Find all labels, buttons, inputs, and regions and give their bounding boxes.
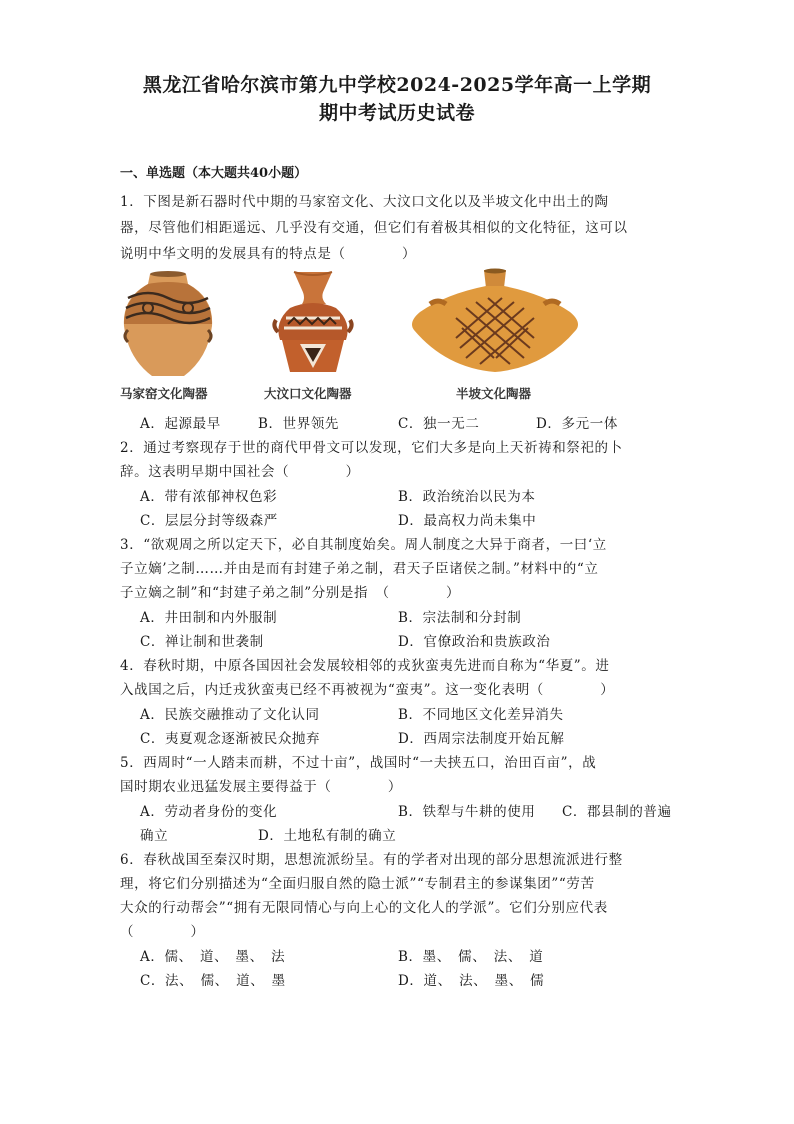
q2-option-b[interactable]: B．政治统治以民为本	[398, 489, 536, 505]
q4-stem-line-2: 入战国之后，内迁戎狄蛮夷已经不再被视为“蛮夷”。这一变化表明（ ）	[120, 682, 615, 698]
dawenkou-pottery-image	[272, 268, 354, 380]
q1-option-c[interactable]: C．独一无二	[398, 416, 480, 432]
q4-option-d[interactable]: D．西周宗法制度开始瓦解	[398, 731, 565, 747]
q4-stem-line-1: 4．春秋时期，中原各国因社会发展较相邻的戎狄蛮夷先进而自称为“华夏”。进	[120, 658, 610, 674]
q5-option-c-continued[interactable]: 确立	[140, 828, 169, 844]
q5-option-a[interactable]: A．劳动者身份的变化	[140, 804, 278, 820]
q6-stem-line-1: 6．春秋战国至秦汉时期，思想流派纷呈。有的学者对出现的部分思想流派进行整	[120, 852, 623, 868]
q3-stem-line-1: 3．“欲观周之所以定天下，必自其制度始矣。周人制度之大异于商者，一曰‘立	[120, 537, 607, 553]
q5-stem-line-1: 5．西周时“一人踏耒而耕，不过十亩”，战国时“一夫挟五口，治田百亩”，战	[120, 755, 597, 771]
q4-option-b[interactable]: B．不同地区文化差异消失	[398, 707, 564, 723]
q1-stem-line-3: 说明中华文明的发展具有的特点是（ ）	[120, 246, 417, 262]
q5-option-b[interactable]: B．铁犁与牛耕的使用	[398, 804, 536, 820]
q3-option-b[interactable]: B．宗法制和分封制	[398, 610, 522, 626]
q6-option-d[interactable]: D．道、 法、 墨、 儒	[398, 973, 545, 989]
q3-option-c[interactable]: C．禅让制和世袭制	[140, 634, 264, 650]
q1-stem-line-1: 1．下图是新石器时代中期的马家窑文化、大汶口文化以及半坡文化中出土的陶	[120, 194, 609, 210]
q2-stem-line-1: 2．通过考察现存于世的商代甲骨文可以发现，它们大多是向上天祈祷和祭祀的卜	[120, 440, 623, 456]
q3-option-d[interactable]: D．官僚政治和贵族政治	[398, 634, 551, 650]
majiayao-pottery-image	[118, 268, 218, 380]
q5-stem-line-2: 国时期农业迅猛发展主要得益于（ ）	[120, 779, 402, 795]
q3-stem-line-3: 子立嫡之制”和“封建子弟之制”分别是指 （ ）	[120, 585, 461, 601]
q1-option-b[interactable]: B．世界领先	[258, 416, 340, 432]
page-title-line-2: 期中考试历史试卷	[318, 102, 475, 124]
q6-option-c[interactable]: C．法、 儒、 道、 墨	[140, 973, 286, 989]
q4-option-c[interactable]: C．夷夏观念逐渐被民众抛弃	[140, 731, 321, 747]
q1-option-a[interactable]: A．起源最早	[140, 416, 221, 432]
q6-stem-line-2: 理，将它们分别描述为“全面归服自然的隐士派”“专制君主的参谋集团”“劳苦	[120, 876, 595, 892]
q2-option-a[interactable]: A．带有浓郁神权色彩	[140, 489, 278, 505]
q2-option-c[interactable]: C．层层分封等级森严	[140, 513, 278, 529]
caption-dawenkou: 大汶口文化陶器	[264, 386, 352, 401]
caption-banpo: 半坡文化陶器	[456, 386, 532, 401]
q4-option-a[interactable]: A．民族交融推动了文化认同	[140, 707, 320, 723]
q1-option-d[interactable]: D．多元一体	[536, 416, 618, 432]
q3-option-a[interactable]: A．井田制和内外服制	[140, 610, 278, 626]
q6-option-b[interactable]: B．墨、 儒、 法、 道	[398, 949, 544, 965]
q6-stem-line-4: （ ）	[120, 924, 205, 940]
q6-stem-line-3: 大众的行动帮会”“拥有无限同情心与向上心的文化人的学派”。它们分别应代表	[120, 900, 608, 916]
q5-option-c[interactable]: C．郡县制的普遍	[562, 804, 672, 820]
caption-majiayao: 马家窑文化陶器	[120, 386, 208, 401]
q2-stem-line-2: 辞。这表明早期中国社会（ ）	[120, 464, 360, 480]
q3-stem-line-2: 子立嫡’之制……并由是而有封建子弟之制，君天子臣诸侯之制。”材料中的“立	[120, 561, 599, 577]
q2-option-d[interactable]: D．最高权力尚未集中	[398, 513, 537, 529]
q1-stem-line-2: 器，尽管他们相距遥远、几乎没有交通，但它们有着极其相似的文化特征，这可以	[120, 220, 628, 236]
q6-option-a[interactable]: A．儒、 道、 墨、 法	[140, 949, 286, 965]
q5-option-d[interactable]: D．土地私有制的确立	[258, 828, 397, 844]
section-heading: 一、单选题（本大题共40小题）	[120, 166, 308, 181]
banpo-pottery-image	[406, 268, 584, 380]
page-title-line-1: 黑龙江省哈尔滨市第九中学校2024-2025学年高一上学期	[142, 74, 652, 96]
